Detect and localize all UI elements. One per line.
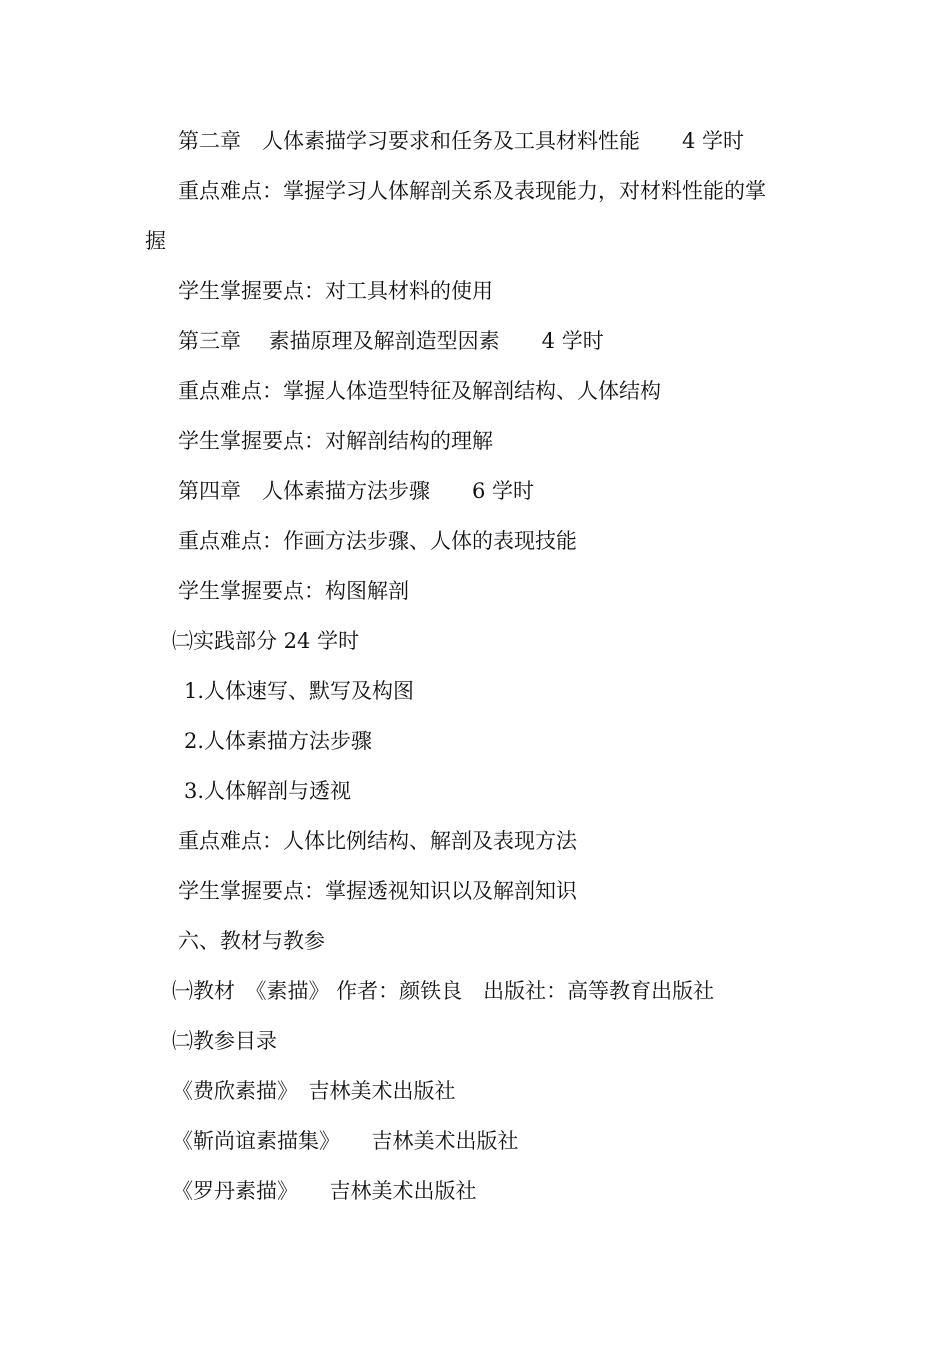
chapter-4-student-points: 学生掌握要点：构图解剖 bbox=[178, 579, 409, 603]
chapter-2-key-points: 重点难点：掌握学习人体解剖关系及表现能力，对材料性能的掌 bbox=[178, 179, 766, 203]
practice-item-3: 3.人体解剖与透视 bbox=[184, 779, 352, 803]
chapter-4-key-points: 重点难点：作画方法步骤、人体的表现技能 bbox=[178, 529, 577, 553]
practice-key-points: 重点难点：人体比例结构、解剖及表现方法 bbox=[178, 829, 577, 853]
chapter-2-heading: 第二章 人体素描学习要求和任务及工具材料性能 4 学时 bbox=[178, 129, 745, 153]
practice-section-heading: ㈡实践部分 24 学时 bbox=[172, 629, 360, 653]
chapter-3-key-points: 重点难点：掌握人体造型特征及解剖结构、人体结构 bbox=[178, 379, 661, 403]
chapter-3-heading: 第三章 素描原理及解剖造型因素 4 学时 bbox=[178, 329, 604, 353]
reference-item-2: 《靳尚谊素描集》 吉林美术出版社 bbox=[172, 1129, 519, 1153]
chapter-4-heading: 第四章 人体素描方法步骤 6 学时 bbox=[178, 479, 535, 503]
practice-item-1: 1.人体速写、默写及构图 bbox=[184, 679, 415, 703]
practice-item-2: 2.人体素描方法步骤 bbox=[184, 729, 373, 753]
chapter-2-student-points: 学生掌握要点：对工具材料的使用 bbox=[178, 279, 493, 303]
reference-list-heading: ㈡教参目录 bbox=[172, 1029, 277, 1053]
reference-item-3: 《罗丹素描》 吉林美术出版社 bbox=[172, 1179, 477, 1203]
section-6-heading: 六、教材与教参 bbox=[178, 929, 325, 953]
practice-student-points: 学生掌握要点：掌握透视知识以及解剖知识 bbox=[178, 879, 577, 903]
chapter-2-key-points-continued: 握 bbox=[145, 229, 166, 253]
textbook-entry: ㈠教材 《素描》 作者：颜铁良 出版社：高等教育出版社 bbox=[172, 979, 715, 1003]
reference-item-1: 《费欣素描》 吉林美术出版社 bbox=[172, 1079, 456, 1103]
chapter-3-student-points: 学生掌握要点：对解剖结构的理解 bbox=[178, 429, 493, 453]
